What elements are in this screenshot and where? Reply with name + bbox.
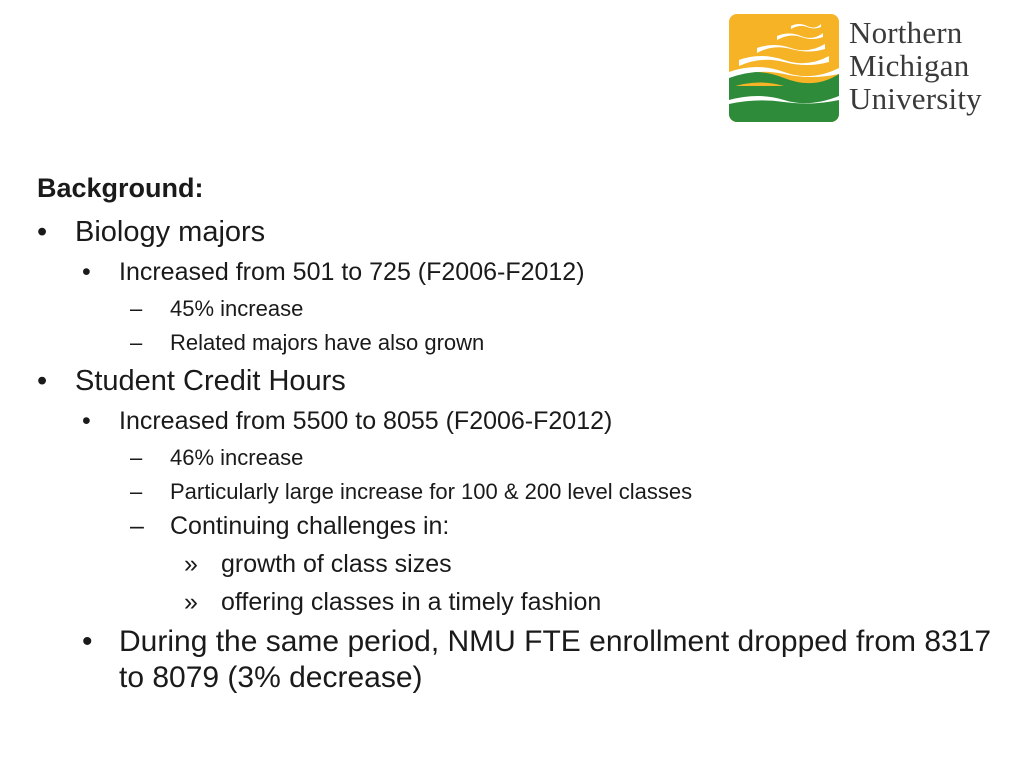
bullet-sch-increase: Increased from 5500 to 8055 (F2006-F2012) <box>119 407 613 435</box>
logo-text-michigan: Michigan <box>849 48 970 83</box>
dash-marker: – <box>130 296 143 321</box>
bullet-marker: • <box>82 407 91 435</box>
bullet-timely-classes: offering classes in a timely fashion <box>221 588 602 616</box>
logo-text-northern: Northern <box>849 15 963 50</box>
dash-marker: – <box>130 512 144 540</box>
bullet-biology-increase: Increased from 501 to 725 (F2006-F2012) <box>119 258 585 286</box>
dash-marker: – <box>130 445 143 470</box>
bullet-growth-class-sizes: growth of class sizes <box>221 550 452 578</box>
bullet-marker: • <box>37 365 48 397</box>
dash-marker: – <box>130 479 143 504</box>
bullet-biology-majors: Biology majors <box>75 216 266 248</box>
bullet-46-percent: 46% increase <box>170 445 304 470</box>
bullet-marker: • <box>37 216 48 248</box>
dash-marker: – <box>130 330 143 355</box>
chevron-marker: » <box>184 588 198 616</box>
bullet-marker: • <box>82 625 93 658</box>
chevron-marker: » <box>184 550 198 578</box>
bullet-related-majors: Related majors have also grown <box>170 330 485 355</box>
logo-text-university: University <box>849 81 982 116</box>
bullet-45-percent: 45% increase <box>170 296 304 321</box>
bullet-marker: • <box>82 258 91 286</box>
bullet-student-credit-hours: Student Credit Hours <box>75 365 346 397</box>
bullet-continuing-challenges: Continuing challenges in: <box>170 512 450 540</box>
bullet-fte-enrollment: During the same period, NMU FTE enrollment dropped from 8317 to 8079 (3% decrease) <box>119 625 992 694</box>
bullet-large-increase-100-200: Particularly large increase for 100 & 200 level classes <box>170 479 693 504</box>
slide-heading: Background: <box>37 173 204 203</box>
